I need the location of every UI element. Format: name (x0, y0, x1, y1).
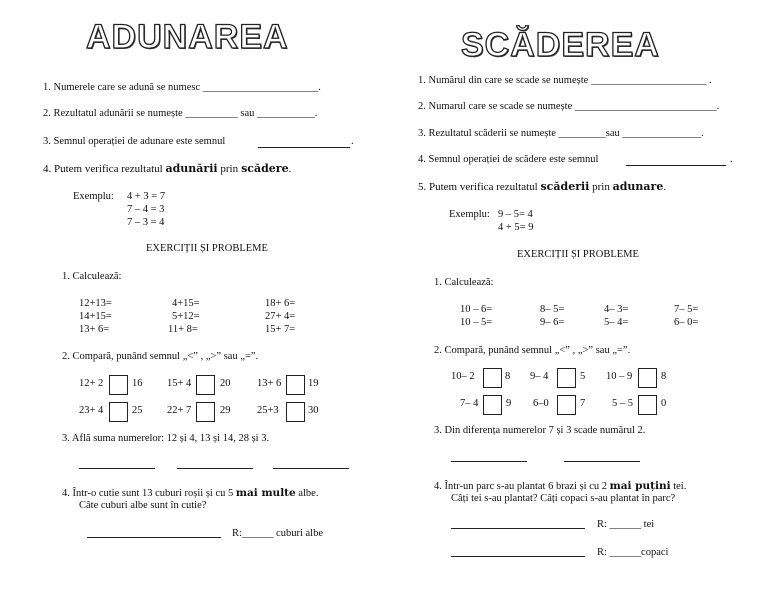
left-example-label: Exemplu: (73, 191, 114, 202)
right-question-4-answer-line[interactable] (626, 165, 726, 166)
right-compare-value: 9 (506, 398, 512, 409)
left-ex4-question: Câte cuburi albe sunt în cutie? (79, 500, 207, 511)
right-exercise-4 (434, 480, 686, 493)
right-ex4-question: Câți tei s-au plantat? Câți copaci s-au plantat în parc? (451, 493, 676, 504)
right-ex4-answer-trees: R: ______ tei (597, 519, 655, 530)
left-compare-box[interactable] (196, 402, 215, 422)
left-q4-bold-1: adunării (165, 162, 218, 175)
right-compare-value: 0 (661, 398, 667, 409)
left-calc-item: 13+ 6= (79, 324, 110, 335)
right-compare-expr: 7– 4 (460, 398, 479, 409)
left-compare-expr: 25+3 (257, 405, 279, 416)
right-calc-item: 10 – 5= (460, 317, 493, 328)
right-compare-box[interactable] (557, 368, 576, 388)
right-example-line: 9 – 5= 4 (498, 209, 533, 220)
right-compare-value: 8 (661, 371, 667, 382)
left-compare-value: 29 (220, 405, 231, 416)
left-calc-item: 11+ 8= (168, 324, 198, 335)
left-exercise-4 (62, 487, 318, 500)
left-ex4-bold: mai multe (235, 487, 296, 499)
right-section-heading: EXERCIȚII ȘI PROBLEME (517, 249, 639, 260)
left-compare-value: 19 (308, 378, 319, 389)
left-calc-item: 12+13= (79, 298, 112, 309)
left-compare-box[interactable] (286, 375, 305, 395)
left-exercise-2-label: 2. Compară, punând semnul „<” , „>” sau „=”. (62, 351, 259, 362)
right-compare-expr: 9– 4 (530, 371, 549, 382)
right-compare-expr: 10– 2 (451, 371, 475, 382)
left-compare-expr: 23+ 4 (79, 405, 104, 416)
left-calc-item: 5+12= (172, 311, 200, 322)
right-q5-end: . (663, 181, 667, 193)
left-example-line: 4 + 3 = 7 (127, 191, 166, 202)
right-ex4-answer-total: R: ______copaci (597, 547, 669, 558)
right-q5-bold-2: adunare (612, 180, 664, 193)
right-question-1: 1. Numărul din care se scade se numește ______________________ . (418, 75, 712, 86)
right-ex4-work-line[interactable] (451, 528, 585, 529)
right-question-4-text: 4. Semnul operației de scădere este semnul (418, 154, 599, 165)
right-exercise-1-label: 1. Calculează: (434, 277, 494, 288)
right-example-line: 4 + 5= 9 (498, 222, 534, 233)
left-compare-value: 16 (132, 378, 143, 389)
left-calc-item: 14+15= (79, 311, 112, 322)
right-compare-expr: 5 – 5 (612, 398, 633, 409)
left-sum-answer-line[interactable] (177, 468, 253, 469)
left-q4-bold-2: scădere (241, 162, 289, 175)
right-compare-expr: 10 – 9 (606, 371, 633, 382)
right-question-3: 3. Rezultatul scăderii se numește _________sau _______________. (418, 128, 704, 139)
left-title: ADUNAREA (86, 18, 289, 56)
right-compare-value: 5 (580, 371, 586, 382)
right-calc-item: 7– 5= (674, 304, 699, 315)
right-ex3-answer-line[interactable] (564, 461, 640, 462)
left-ex4-pre: 4. Într-o cutie sunt 13 cuburi roșii și cu 5 (62, 488, 234, 499)
right-compare-expr: 6–0 (533, 398, 549, 409)
left-ex4-work-line[interactable] (87, 537, 221, 538)
left-ex4-post: albe. (298, 488, 319, 499)
left-q4-pre: 4. Putem verifica rezultatul (43, 163, 163, 175)
right-compare-value: 7 (580, 398, 586, 409)
left-question-3 (43, 136, 225, 148)
left-compare-expr: 12+ 2 (79, 378, 104, 389)
left-q4-mid: prin (220, 163, 239, 175)
left-calc-item: 15+ 7= (265, 324, 296, 335)
right-compare-box[interactable] (638, 368, 657, 388)
right-ex4-work-line[interactable] (451, 556, 585, 557)
right-compare-box[interactable] (638, 395, 657, 415)
right-calc-item: 4– 3= (604, 304, 629, 315)
right-compare-box[interactable] (483, 395, 502, 415)
right-q5-bold-1: scăderii (540, 180, 590, 193)
right-compare-box[interactable] (483, 368, 502, 388)
left-calc-item: 18+ 6= (265, 298, 296, 309)
right-ex4-pre: 4. Într-un parc s-au plantat 6 brazi și cu 2 (434, 481, 607, 492)
left-ex4-answer: R:______ cuburi albe (232, 528, 323, 539)
right-exercise-3-label: 3. Din diferența numerelor 7 și 3 scade numărul 2. (434, 425, 646, 436)
right-calc-item: 9– 6= (540, 317, 565, 328)
right-question-2: 2. Numarul care se scade se numește ___________________________. (418, 101, 720, 112)
left-q4-end: . (288, 163, 292, 175)
left-compare-value: 20 (220, 378, 231, 389)
right-calc-item: 5– 4= (604, 317, 629, 328)
left-compare-box[interactable] (109, 402, 128, 422)
right-q5-mid: prin (592, 181, 610, 193)
left-sum-answer-line[interactable] (79, 468, 155, 469)
right-calc-item: 10 – 6= (460, 304, 493, 315)
left-compare-value: 25 (132, 405, 143, 416)
right-ex4-bold: mai puțini (609, 480, 671, 492)
right-question-4-period: . (730, 154, 733, 165)
left-question-2: 2. Rezultatul adunării se numește __________ sau ___________. (43, 108, 318, 119)
left-compare-value: 30 (308, 405, 319, 416)
left-compare-expr: 22+ 7 (167, 405, 192, 416)
right-ex4-post: tei. (673, 481, 687, 492)
left-question-3-answer-line[interactable] (258, 147, 350, 148)
left-sum-answer-line[interactable] (273, 468, 349, 469)
right-ex3-answer-line[interactable] (451, 461, 527, 462)
left-question-1: 1. Numerele care se adună se numesc ______________________. (43, 82, 321, 93)
left-exercise-3-label: 3. Află suma numerelor: 12 și 4, 13 și 14, 28 și 3. (62, 433, 270, 444)
left-example-line: 7 – 4 = 3 (127, 204, 165, 215)
left-compare-box[interactable] (286, 402, 305, 422)
left-calc-item: 27+ 4= (265, 311, 296, 322)
left-question-3-period: . (351, 136, 354, 147)
right-q5-pre: 5. Putem verifica rezultatul (418, 181, 538, 193)
left-question-3-text: 3. Semnul operației de adunare este semnul (43, 136, 226, 147)
right-calc-item: 8– 5= (540, 304, 565, 315)
right-compare-value: 8 (505, 371, 511, 382)
left-exercise-1-label: 1. Calculează: (62, 271, 122, 282)
left-section-heading: EXERCIȚII ȘI PROBLEME (146, 243, 268, 254)
left-calc-item: 4+15= (172, 298, 200, 309)
right-example-label: Exemplu: (449, 209, 490, 220)
right-question-5 (418, 181, 666, 194)
left-question-4 (43, 163, 291, 176)
left-compare-box[interactable] (196, 375, 215, 395)
left-compare-expr: 15+ 4 (167, 378, 192, 389)
left-example-line: 7 – 3 = 4 (127, 217, 165, 228)
right-exercise-2-label: 2. Compară, punând semnul „<” , „>” sau „=”. (434, 345, 631, 356)
left-compare-box[interactable] (109, 375, 128, 395)
right-compare-box[interactable] (557, 395, 576, 415)
right-title: SCĂDEREA (461, 26, 660, 64)
right-calc-item: 6– 0= (674, 317, 699, 328)
left-compare-expr: 13+ 6 (257, 378, 282, 389)
